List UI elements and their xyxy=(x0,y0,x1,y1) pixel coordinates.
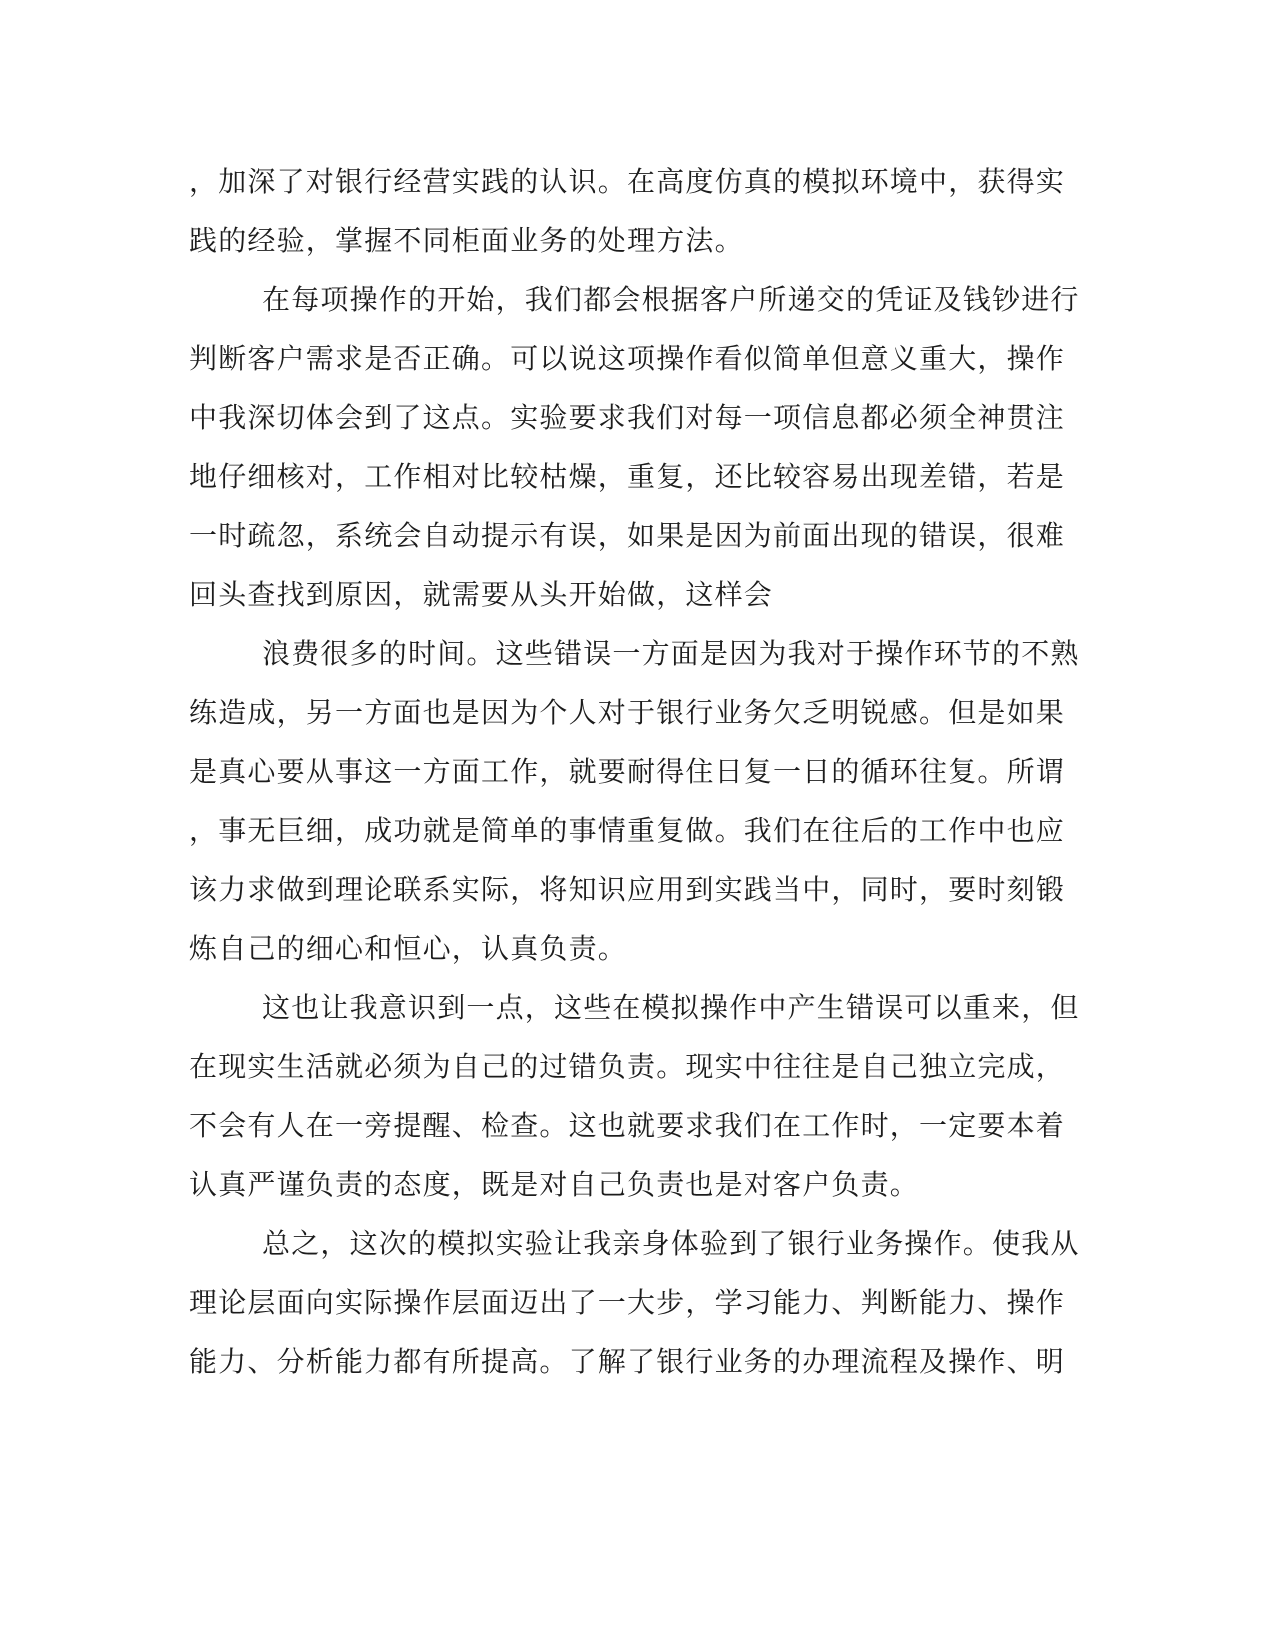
text-line: 不会有人在一旁提醒、检查。这也就要求我们在工作时，一定要本着 xyxy=(189,1109,1066,1142)
paragraph-start-line: 浪费很多的时间。这些错误一方面是因为我对于操作环节的不熟 xyxy=(262,637,1080,670)
text-line: 该力求做到理论联系实际，将知识应用到实践当中，同时，要时刻锻 xyxy=(189,873,1066,906)
text-line: 认真严谨负责的态度，既是对自己负责也是对客户负责。 xyxy=(189,1168,920,1201)
text-line: 地仔细核对，工作相对比较枯燥，重复，还比较容易出现差错，若是 xyxy=(189,460,1066,493)
paragraph-start-line: 在每项操作的开始，我们都会根据客户所递交的凭证及钱钞进行 xyxy=(262,283,1080,316)
text-line: ，事无巨细，成功就是简单的事情重复做。我们在往后的工作中也应 xyxy=(189,814,1066,847)
text-line: 理论层面向实际操作层面迈出了一大步，学习能力、判断能力、操作 xyxy=(189,1286,1066,1319)
text-line: 判断客户需求是否正确。可以说这项操作看似简单但意义重大，操作 xyxy=(189,342,1066,375)
text-line: 践的经验，掌握不同柜面业务的处理方法。 xyxy=(189,224,744,257)
text-line: 中我深切体会到了这点。实验要求我们对每一项信息都必须全神贯注 xyxy=(189,401,1066,434)
text-line: 是真心要从事这一方面工作，就要耐得住日复一日的循环往复。所谓 xyxy=(189,755,1066,788)
text-line: 炼自己的细心和恒心，认真负责。 xyxy=(189,932,628,965)
text-line: 能力、分析能力都有所提高。了解了银行业务的办理流程及操作、明 xyxy=(189,1345,1066,1378)
text-line: 练造成，另一方面也是因为个人对于银行业务欠乏明锐感。但是如果 xyxy=(189,696,1066,729)
paragraph-start-line: 总之，这次的模拟实验让我亲身体验到了银行业务操作。使我从 xyxy=(262,1227,1080,1260)
text-line: 在现实生活就必须为自己的过错负责。现实中往往是自己独立完成， xyxy=(189,1050,1066,1083)
text-line: ，加深了对银行经营实践的认识。在高度仿真的模拟环境中，获得实 xyxy=(189,165,1066,198)
paragraph-start-line: 这也让我意识到一点，这些在模拟操作中产生错误可以重来，但 xyxy=(262,991,1080,1024)
text-line: 一时疏忽，系统会自动提示有误，如果是因为前面出现的错误，很难 xyxy=(189,519,1066,552)
text-line: 回头查找到原因，就需要从头开始做，这样会 xyxy=(189,578,774,611)
